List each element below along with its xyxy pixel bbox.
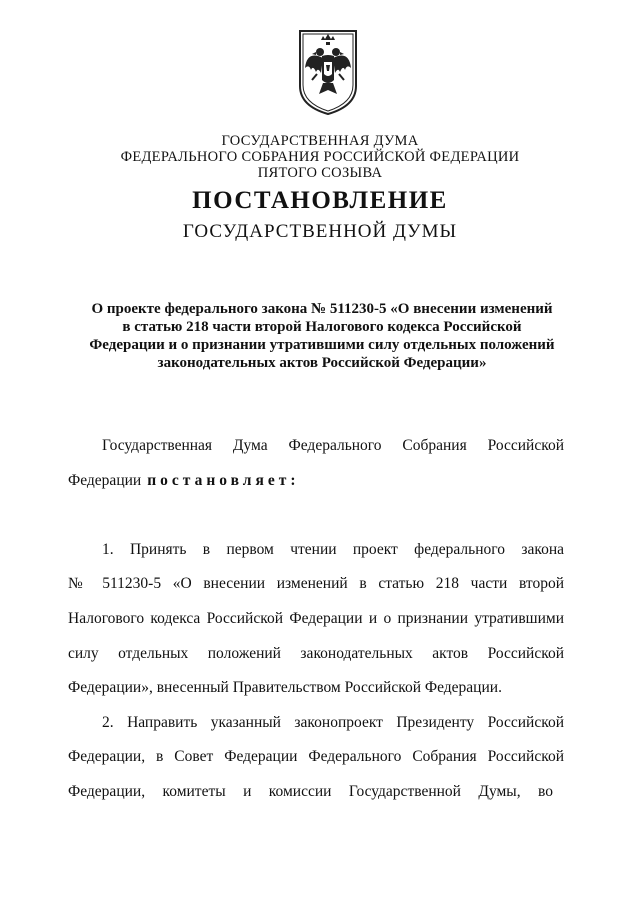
paragraph-2-line-1: 2. Направить указанный законопроект Президенту Российской	[102, 714, 564, 731]
document-issuer: ГОСУДАРСТВЕННОЙ ДУМЫ	[182, 221, 458, 242]
org-line-3: ПЯТОГО СОЗЫВА	[257, 165, 383, 181]
intro-line-1: Государственная Дума Федерального Собрания Российской	[102, 437, 564, 454]
intro-line-2-start: Федерации	[68, 472, 142, 489]
subject-line-2: в статью 218 части второй Налогового кодекса Российской	[122, 319, 522, 335]
org-line-2: ФЕДЕРАЛЬНОГО СОБРАНИЯ РОССИЙСКОЙ ФЕДЕРАЦИИ	[120, 149, 520, 165]
resolves-keyword: постановляет:	[147, 472, 300, 489]
coat-of-arms-icon	[297, 28, 359, 116]
subject-line-4: законодательных актов Российской Федерации»	[157, 355, 487, 371]
paragraph-2-line-3: Федерации, комитеты и комиссии Государственной Думы, во	[68, 783, 553, 800]
org-line-1: ГОСУДАРСТВЕННАЯ ДУМА	[221, 133, 419, 149]
paragraph-1-line-1: 1. Принять в первом чтении проект федерального закона	[102, 541, 564, 558]
paragraph-2-line-2: Федерации, в Совет Федерации Федерального Собрания Российской	[68, 748, 564, 765]
paragraph-1-line-5: Федерации», внесенный Правительством Российской Федерации.	[68, 679, 502, 696]
paragraph-1-line-2: № 511230-5 «О внесении изменений в статью 218 части второй	[68, 575, 564, 592]
document-type-title: ПОСТАНОВЛЕНИЕ	[192, 187, 448, 214]
subject-line-3: Федерации и о признании утратившими силу отдельных положений	[89, 337, 555, 353]
intro-line-2	[68, 472, 564, 490]
subject-line-1: О проекте федерального закона № 511230-5 «О внесении изменений	[91, 301, 553, 317]
paragraph-1-line-4: силу отдельных положений законодательных актов Российской	[68, 645, 564, 662]
paragraph-1-line-3: Налогового кодекса Российской Федерации и о признании утратившими	[68, 610, 564, 627]
